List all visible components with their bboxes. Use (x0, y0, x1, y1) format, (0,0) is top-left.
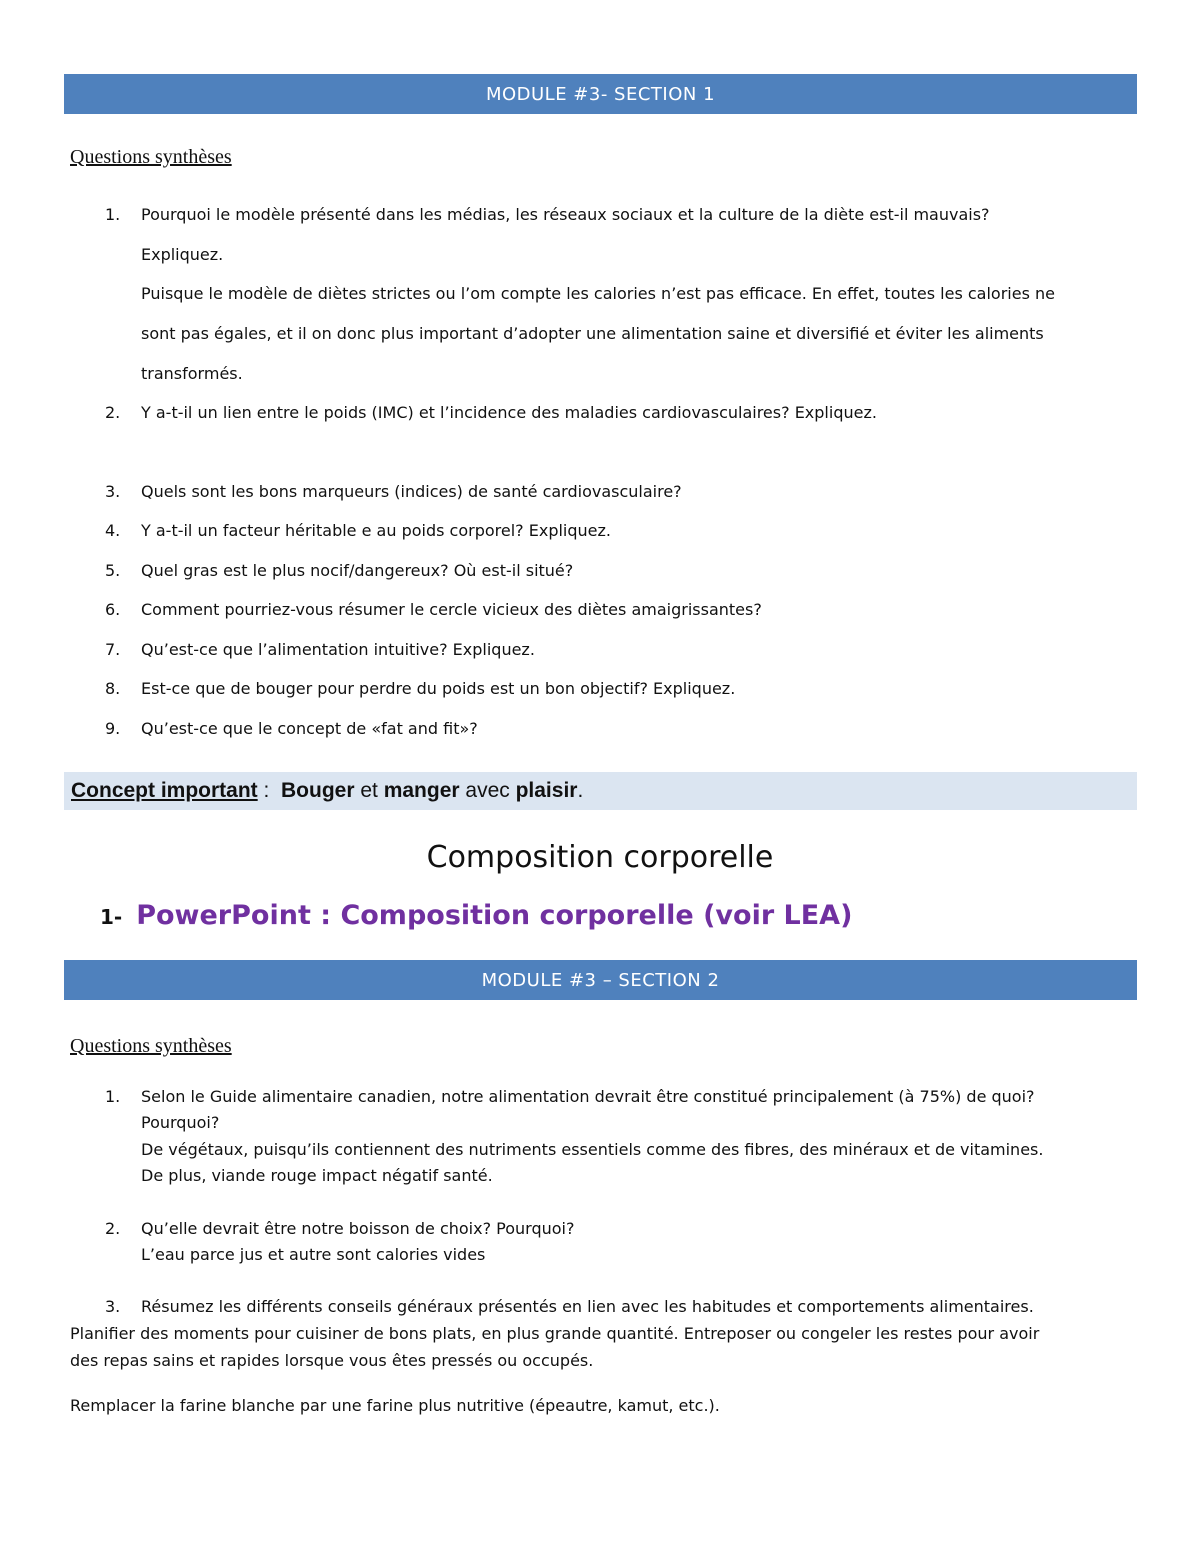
question-text: Qu’elle devrait être notre boisson de choix? Pourquoi? (141, 1219, 575, 1238)
section1-banner (64, 74, 1137, 114)
section1-question-1-continued: Expliquez. (141, 245, 224, 264)
question-text: Est-ce que de bouger pour perdre du poids est un bon objectif? Expliquez. (141, 679, 736, 698)
composition-title: Composition corporelle (426, 840, 774, 875)
question-text: Résumez les différents conseils généraux présentés en lien avec les habitudes et comportements alimentaires. (141, 1297, 1034, 1316)
section2-banner (64, 960, 1137, 1000)
question-number: 6. (105, 600, 121, 619)
powerpoint-number: 1- (100, 905, 123, 929)
question-number: 4. (105, 521, 121, 540)
question-number: 2. (105, 1219, 121, 1238)
section1-question-3 (105, 482, 682, 502)
section2-question-1 (105, 1087, 1035, 1107)
section2-answer-line: L’eau parce jus et autre sont calories vides (141, 1245, 486, 1264)
question-number: 2. (105, 403, 121, 422)
concept-word-et: et (354, 779, 384, 802)
section1-answer-line: transformés. (141, 364, 243, 383)
section1-answer-line: sont pas égales, et il on donc plus important d’adopter une alimentation saine et diversifié et éviter les aliments (141, 324, 1044, 343)
question-text: Y a-t-il un lien entre le poids (IMC) et l’incidence des maladies cardiovasculaires? Expliquez. (141, 403, 877, 422)
question-number: 3. (105, 1297, 121, 1316)
question-number: 3. (105, 482, 121, 501)
question-number: 1. (105, 1087, 121, 1106)
powerpoint-item (100, 900, 852, 931)
question-text: Selon le Guide alimentaire canadien, notre alimentation devrait être constitué principalement (à 75%) de quoi? (141, 1087, 1035, 1106)
section2-question-3 (105, 1297, 1034, 1317)
section1-question-1 (105, 205, 990, 225)
question-number: 7. (105, 640, 121, 659)
question-text: Comment pourriez-vous résumer le cercle vicieux des diètes amaigrissantes? (141, 600, 762, 619)
concept-important-box (64, 772, 1137, 810)
section2-final-paragraph: Remplacer la farine blanche par une farine plus nutritive (épeautre, kamut, etc.). (70, 1396, 720, 1415)
question-number: 1. (105, 205, 121, 224)
question-text: Y a-t-il un facteur héritable e au poids corporel? Expliquez. (141, 521, 611, 540)
question-text: Qu’est-ce que l’alimentation intuitive? Expliquez. (141, 640, 535, 659)
concept-period: . (577, 779, 584, 802)
question-number: 8. (105, 679, 121, 698)
section1-question-5 (105, 561, 573, 581)
powerpoint-link[interactable]: PowerPoint : Composition corporelle (voir LEA) (136, 900, 853, 931)
concept-colon: : (257, 779, 282, 802)
concept-word-bouger: Bouger (281, 779, 355, 802)
question-number: 5. (105, 561, 121, 580)
section2-question-1-continued: Pourquoi? (141, 1113, 220, 1132)
section2-answer-line: des repas sains et rapides lorsque vous êtes pressés ou occupés. (70, 1351, 594, 1370)
question-text: Quel gras est le plus nocif/dangereux? Où est-il situé? (141, 561, 574, 580)
section2-banner-text: MODULE #3 – SECTION 2 (481, 969, 720, 991)
section1-question-4 (105, 521, 611, 541)
section2-answer-line: Planifier des moments pour cuisiner de bons plats, en plus grande quantité. Entreposer ou congeler les restes pour avoir (70, 1324, 1040, 1343)
section2-question-2 (105, 1219, 574, 1239)
concept-word-plaisir: plaisir (515, 779, 578, 802)
question-text: Quels sont les bons marqueurs (indices) de santé cardiovasculaire? (141, 482, 682, 501)
section1-answer-line: Puisque le modèle de diètes strictes ou l’om compte les calories n’est pas efficace. En effet, toutes les calories ne (141, 284, 1055, 303)
section1-question-7 (105, 640, 535, 660)
section2-heading: Questions synthèses (70, 1035, 232, 1057)
concept-word-manger: manger (383, 779, 460, 802)
section1-question-8 (105, 679, 735, 699)
question-number: 9. (105, 719, 121, 738)
section2-answer-line: De plus, viande rouge impact négatif santé. (141, 1166, 493, 1185)
section1-question-9 (105, 719, 478, 739)
section2-answer-line: De végétaux, puisqu’ils contiennent des nutriments essentiels comme des fibres, des minéraux et de vitamines. (141, 1140, 1044, 1159)
section1-heading: Questions synthèses (70, 146, 232, 168)
section1-banner-text: MODULE #3- SECTION 1 (485, 83, 716, 105)
section1-question-2 (105, 403, 877, 423)
question-text: Qu’est-ce que le concept de «fat and fit»? (141, 719, 478, 738)
concept-label: Concept important (71, 779, 258, 802)
concept-word-avec: avec (459, 779, 516, 802)
question-text: Pourquoi le modèle présenté dans les médias, les réseaux sociaux et la culture de la diète est-il mauvais? (141, 205, 990, 224)
section1-question-6 (105, 600, 762, 620)
